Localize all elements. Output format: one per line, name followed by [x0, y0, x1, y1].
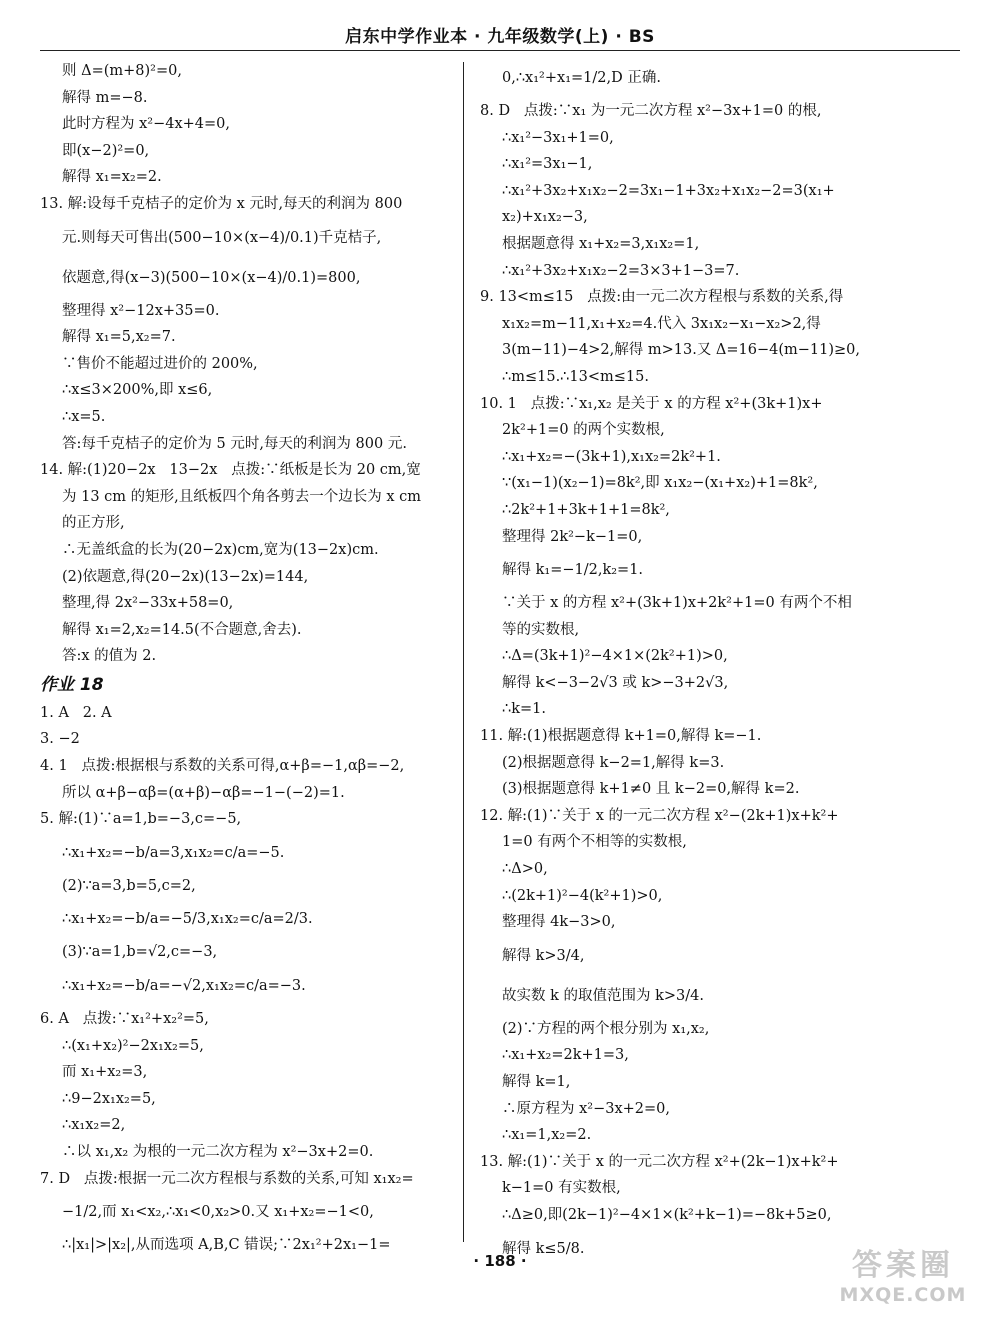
text-line: 则 Δ=(m+8)²=0,: [62, 63, 182, 79]
text-line: (2)根据题意得 k−2=1,解得 k=3.: [502, 754, 725, 771]
text-line: 11. 解:(1)根据题意得 k+1=0,解得 k=−1.: [480, 728, 762, 745]
text-line: 4. 1 点拨:根据根与系数的关系可得,α+β=−1,αβ=−2,: [40, 758, 405, 775]
text-line: 整理得 2k²−k−1=0,: [502, 528, 643, 545]
text-line: 整理得 4k−3>0,: [502, 914, 616, 931]
text-line: ∴以 x₁,x₂ 为根的一元二次方程为 x²−3x+2=0.: [62, 1144, 374, 1160]
text-line: ∴无盖纸盒的长为(20−2x)cm,宽为(13−2x)cm.: [62, 541, 379, 558]
text-line: 13. 解:(1)∵关于 x 的一元二次方程 x²+(2k−1)x+k²+: [480, 1153, 839, 1170]
text-line: 元.则每天可售出(500−10×(x−4)/0.1)千克桔子,: [62, 229, 382, 246]
text-line: ∴x=5.: [62, 408, 106, 425]
text-line: ∴2k²+1+3k+1+1=8k²,: [502, 501, 670, 518]
text-line: 答:每千克桔子的定价为 5 元时,每天的利润为 800 元.: [62, 435, 407, 452]
text-line: ∴(x₁+x₂)²−2x₁x₂=5,: [62, 1037, 204, 1054]
text-line: ∴x₁+x₂=−b/a=3,x₁x₂=c/a=−5.: [62, 844, 285, 861]
text-line: (3)根据题意得 k+1≠0 且 k−2=0,解得 k=2.: [502, 781, 800, 798]
text-line: −1/2,而 x₁<x₂,∴x₁<0,x₂>0.又 x₁+x₂=−1<0,: [62, 1204, 374, 1221]
text-line: 2k²+1=0 的两个实数根,: [502, 422, 665, 439]
text-line: ∵(x₁−1)(x₂−1)=8k²,即 x₁x₂−(x₁+x₂)+1=8k²,: [502, 475, 818, 492]
page-header: [40, 22, 960, 52]
text-line: (2)∵a=3,b=5,c=2,: [62, 877, 196, 894]
text-line: 8. D 点拨:∵x₁ 为一元二次方程 x²−3x+1=0 的根,: [480, 103, 822, 119]
text-line: k−1=0 有实数根,: [502, 1180, 621, 1197]
text-line: ∴Δ=(3k+1)²−4×1×(2k²+1)>0,: [502, 648, 728, 665]
text-line: ∴x₁²+3x₂+x₁x₂−2=3x₁−1+3x₂+x₁x₂−2=3(x₁+: [502, 182, 835, 199]
text-line: 依题意,得(x−3)(500−10×(x−4)/0.1)=800,: [62, 269, 361, 286]
text-line: (3)∵a=1,b=√2,c=−3,: [62, 944, 218, 961]
text-line: 解得 x₁=2,x₂=14.5(不合题意,舍去).: [62, 621, 302, 638]
text-line: 1. A 2. A: [40, 704, 112, 721]
section-title: 作业 18: [40, 674, 104, 695]
column-divider: [463, 62, 464, 1242]
text-line: 解得 k<−3−2√3 或 k>−3+2√3,: [502, 674, 729, 691]
text-line: 为 13 cm 的矩形,且纸板四个角各剪去一个边长为 x cm: [62, 488, 422, 505]
text-line: ∴x₁+x₂=−(3k+1),x₁x₂=2k²+1.: [502, 448, 721, 465]
text-line: ∴Δ≥0,即(2k−1)²−4×1×(k²+k−1)=−8k+5≥0,: [502, 1206, 832, 1223]
text-line: (2)∵方程的两个根分别为 x₁,x₂,: [502, 1020, 710, 1037]
text-line: 解得 m=−8.: [62, 89, 148, 106]
text-line: x₁x₂=m−11,x₁+x₂=4.代入 3x₁x₂−x₁−x₂>2,得: [502, 315, 821, 332]
text-line: ∴x₁+x₂=−b/a=−√2,x₁x₂=c/a=−3.: [62, 978, 306, 995]
text-line: ∴(2k+1)²−4(k²+1)>0,: [502, 887, 663, 904]
text-line: 9. 13<m≤15 点拨:由一元二次方程根与系数的关系,得: [480, 289, 844, 306]
text-line: 根据题意得 x₁+x₂=3,x₁x₂=1,: [502, 235, 700, 252]
text-line: 故实数 k 的取值范围为 k>3/4.: [502, 987, 704, 1004]
text-line: 解得 k>3/4,: [502, 947, 585, 964]
text-line: 解得 k≤5/8.: [502, 1240, 585, 1257]
text-line: ∴Δ>0,: [502, 861, 548, 878]
text-line: ∴|x₁|>|x₂|,从而选项 A,B,C 错误;∵2x₁²+2x₁−1=: [62, 1237, 391, 1254]
text-line: 3. −2: [40, 731, 80, 748]
text-line: 整理,得 2x²−33x+58=0,: [62, 595, 234, 612]
watermark-bottom-text: MXQE.COM: [839, 1284, 967, 1306]
text-line: ∴x₁x₂=2,: [62, 1117, 126, 1134]
text-line: x₂)+x₁x₂−3,: [502, 209, 588, 226]
header-title: 启东中学作业本 · 九年级数学(上) · BS: [345, 27, 655, 47]
text-line: 12. 解:(1)∵关于 x 的一元二次方程 x²−(2k+1)x+k²+: [480, 807, 839, 824]
text-line: 0,∴x₁²+x₁=1/2,D 正确.: [502, 70, 661, 86]
page-number: · 188 ·: [473, 1252, 527, 1270]
text-line: ∴x₁+x₂=−b/a=−5/3,x₁x₂=c/a=2/3.: [62, 911, 313, 928]
left-column: [40, 58, 450, 1259]
text-line: ∵关于 x 的方程 x²+(3k+1)x+2k²+1=0 有两个不相: [502, 595, 852, 612]
right-column: [480, 58, 912, 1269]
text-line: ∵售价不能超过进价的 200%,: [62, 355, 258, 372]
text-line: 解得 x₁=5,x₂=7.: [62, 329, 176, 346]
text-line: 3(m−11)−4>2,解得 m>13.又 Δ=16−4(m−11)≥0,: [502, 342, 861, 359]
text-line: ∴x₁²−3x₁+1=0,: [502, 129, 614, 146]
text-line: 14. 解:(1)20−2x 13−2x 点拨:∵纸板是长为 20 cm,宽: [40, 462, 421, 479]
text-line: ∴m≤15.∴13<m≤15.: [502, 368, 649, 385]
header-rule: [40, 50, 960, 51]
text-line: 1=0 有两个不相等的实数根,: [502, 834, 687, 851]
text-line: 的正方形,: [62, 515, 125, 532]
text-line: 10. 1 点拨:∵x₁,x₂ 是关于 x 的方程 x²+(3k+1)x+: [480, 395, 823, 412]
text-line: 解得 k=1,: [502, 1074, 571, 1090]
text-line: (2)依题意,得(20−2x)(13−2x)=144,: [62, 568, 309, 585]
text-line: 13. 解:设每千克桔子的定价为 x 元时,每天的利润为 800: [40, 195, 403, 212]
watermark-top-text: 答案圈: [852, 1248, 954, 1283]
text-line: ∴9−2x₁x₂=5,: [62, 1090, 156, 1107]
text-line: 解得 x₁=x₂=2.: [62, 169, 162, 186]
text-line: 此时方程为 x²−4x+4=0,: [62, 116, 231, 133]
text-line: 所以 α+β−αβ=(α+β)−αβ=−1−(−2)=1.: [62, 784, 345, 801]
text-line: 等的实数根,: [502, 621, 580, 638]
text-line: 即(x−2)²=0,: [62, 142, 150, 159]
text-line: ∴x₁²=3x₁−1,: [502, 156, 593, 173]
text-line: ∴x₁+x₂=2k+1=3,: [502, 1047, 629, 1064]
watermark-logo: [818, 1240, 988, 1320]
text-line: 6. A 点拨:∵x₁²+x₂²=5,: [40, 1011, 209, 1028]
text-line: ∴x≤3×200%,即 x≤6,: [62, 382, 213, 399]
text-line: 整理得 x²−12x+35=0.: [62, 302, 220, 319]
text-line: 答:x 的值为 2.: [62, 648, 157, 665]
text-line: ∴k=1.: [502, 701, 546, 718]
text-line: 5. 解:(1)∵a=1,b=−3,c=−5,: [40, 811, 242, 828]
text-line: 7. D 点拨:根据一元二次方程根与系数的关系,可知 x₁x₂=: [40, 1170, 414, 1187]
text-line: ∴原方程为 x²−3x+2=0,: [502, 1100, 671, 1117]
text-line: 解得 k₁=−1/2,k₂=1.: [502, 562, 644, 579]
text-line: 而 x₁+x₂=3,: [62, 1064, 148, 1081]
text-line: ∴x₁=1,x₂=2.: [502, 1127, 592, 1144]
text-line: ∴x₁²+3x₂+x₁x₂−2=3×3+1−3=7.: [502, 262, 740, 279]
